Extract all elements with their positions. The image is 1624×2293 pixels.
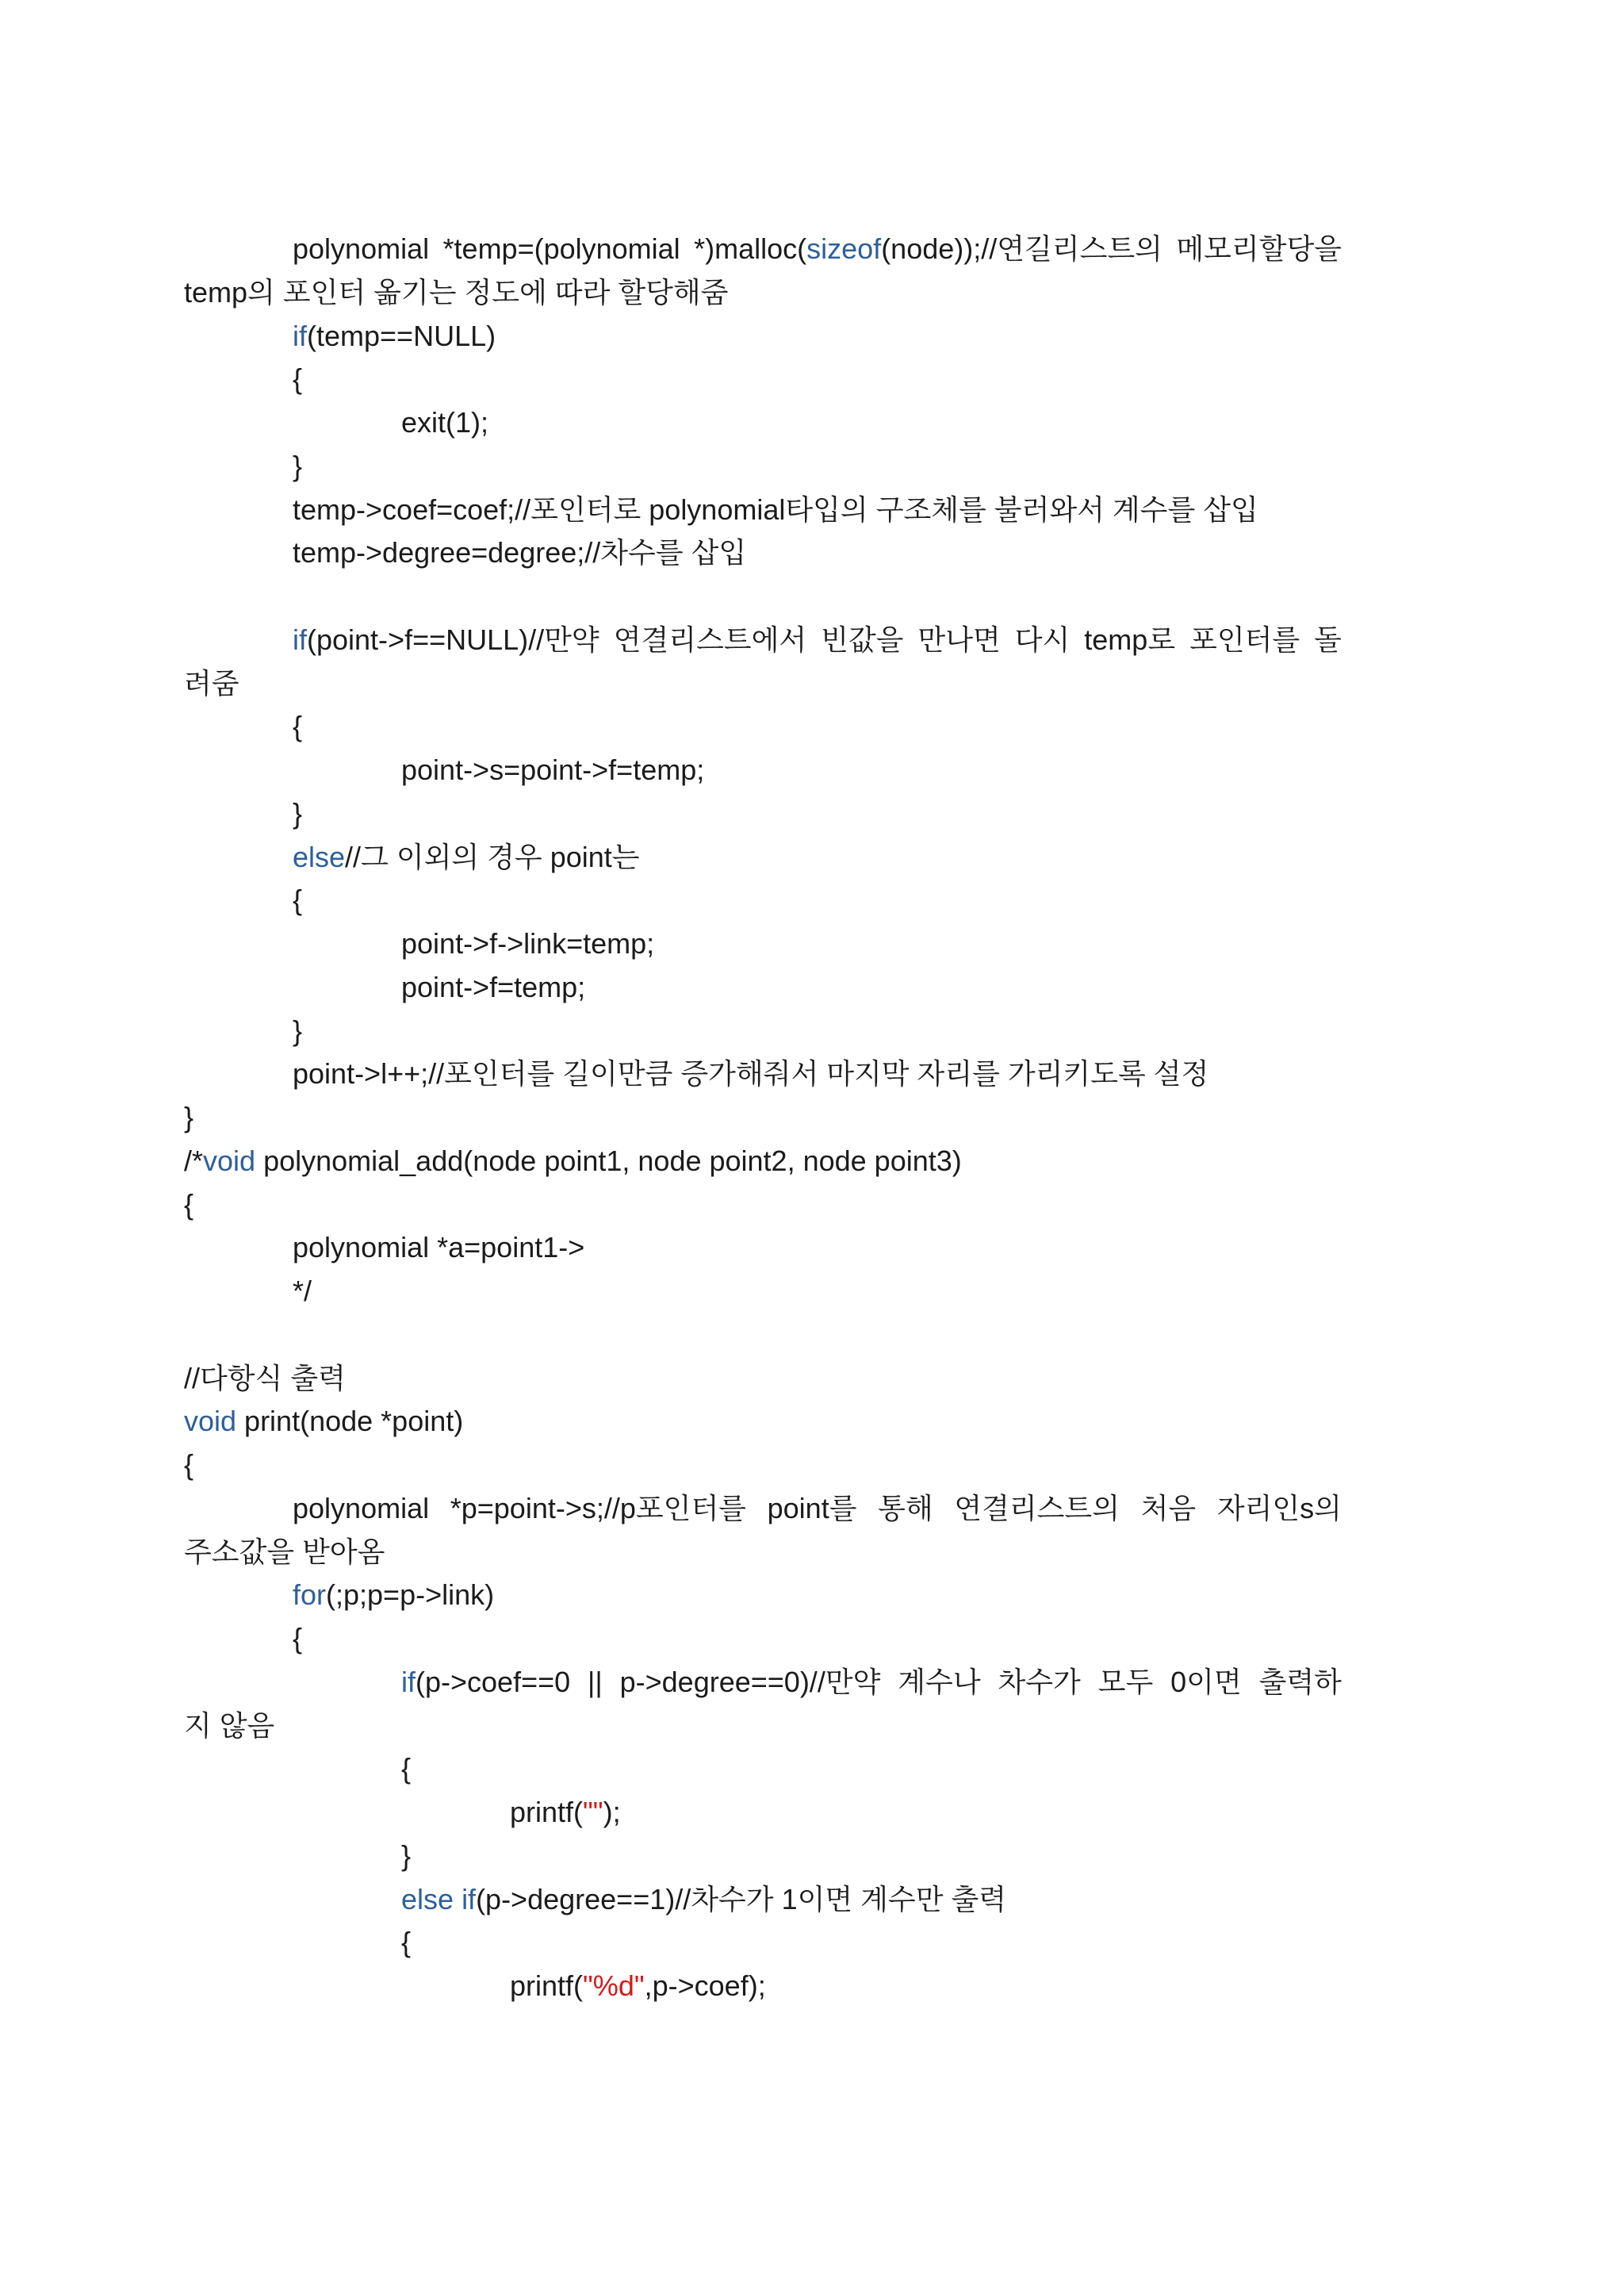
code-token: 연결리스트의 — [954, 1491, 1120, 1524]
code-token: || — [588, 1665, 603, 1698]
code-line: */ — [293, 1275, 312, 1307]
code-token: 다시 — [1014, 623, 1071, 656]
code-line — [184, 1791, 1342, 1835]
code-line: { — [293, 710, 303, 743]
code-line: polynomial *a=point1-> — [293, 1231, 585, 1264]
keyword: for — [293, 1578, 327, 1612]
code-token: 빈값을 — [821, 623, 904, 656]
code-token: 만나면 — [917, 623, 1001, 656]
code-line: { — [401, 1752, 412, 1785]
blank-line — [184, 1313, 1342, 1357]
code-token: polynomial — [293, 1491, 430, 1524]
code-text: printf( — [510, 1796, 584, 1828]
code-line — [184, 1661, 1342, 1704]
code-text: (p->degree==1)//차수가 1이면 계수만 출력 — [476, 1882, 1007, 1915]
code-token: *p=point->s;//p포인터를 — [450, 1491, 746, 1524]
code-token: polynomial — [293, 232, 430, 265]
code-token: 돌 — [1314, 623, 1342, 656]
string-literal: "" — [583, 1796, 603, 1828]
code-token: if(point->f==NULL)//만약 — [293, 623, 599, 656]
code-line: } — [401, 1839, 412, 1872]
code-line — [184, 315, 1342, 359]
keyword: if — [293, 623, 307, 656]
keyword: if — [401, 1665, 416, 1698]
code-text: /* — [184, 1144, 204, 1177]
code-line — [184, 836, 1342, 880]
code-line: point->s=point->f=temp; — [401, 753, 705, 786]
code-line — [184, 228, 1342, 271]
code-token: if(p->coef==0 — [401, 1665, 571, 1698]
code-text: ,p->coef); — [644, 1969, 766, 2002]
code-text: printf( — [510, 1969, 584, 2002]
code-token: 통해 — [878, 1491, 933, 1524]
code-token: 처음 — [1140, 1491, 1197, 1524]
code-text: (;p;p=p->link) — [326, 1578, 495, 1612]
code-token: 모두 — [1097, 1665, 1154, 1698]
code-line: } — [293, 796, 303, 830]
code-line: } — [293, 449, 303, 482]
code-line: { — [293, 362, 303, 396]
keyword: else — [293, 840, 346, 873]
code-line — [184, 1574, 1342, 1617]
code-token: 포인터를 — [1189, 623, 1300, 656]
code-line: temp->coef=coef;//포인터로 polynomial타입의 구조체를 불러와서 계수를 삽입 — [293, 493, 1258, 526]
code-token: 메모리할당을 — [1176, 232, 1342, 265]
code-token: 차수가 — [998, 1665, 1081, 1698]
code-token: point를 — [767, 1491, 857, 1524]
code-line: exit(1); — [401, 406, 489, 439]
code-token: 0이면 — [1170, 1665, 1242, 1698]
code-line: point->f->link=temp; — [401, 927, 655, 960]
code-line: //다항식 출력 — [184, 1361, 346, 1394]
code-token: p->degree==0)//만약 — [619, 1665, 881, 1698]
keyword: if — [293, 319, 307, 352]
code-line — [184, 619, 1342, 662]
keyword: if — [462, 1882, 477, 1915]
code-line: { — [293, 884, 303, 917]
code-token: 자리인s의 — [1216, 1491, 1342, 1524]
code-text: (temp==NULL) — [307, 319, 496, 352]
code-line: { — [184, 1187, 194, 1221]
code-line: temp의 포인터 옮기는 정도에 따라 할당해줌 — [184, 275, 729, 309]
keyword: else — [401, 1882, 454, 1915]
code-line — [184, 1487, 1342, 1531]
code-line: 지 않음 — [184, 1708, 275, 1742]
code-token: *)malloc(sizeof(node));//연길리스트의 — [694, 232, 1162, 265]
blank-line — [184, 575, 1342, 619]
code-line — [184, 1878, 1342, 1922]
code-line — [184, 1965, 1342, 2008]
code-line — [184, 1140, 1342, 1183]
code-text: ); — [603, 1796, 621, 1828]
keyword: void — [184, 1405, 237, 1438]
code-text: //그 이외의 경우 point는 — [345, 840, 640, 873]
code-listing — [184, 228, 1342, 2008]
code-line: } — [293, 1014, 303, 1047]
code-line: point->f=temp; — [401, 970, 586, 1003]
code-line: point->l++;//포인터를 길이만큼 증가해줘서 마지막 자리를 가리키도록 설정 — [293, 1057, 1209, 1091]
code-line: temp->degree=degree;//차수를 삽입 — [293, 536, 747, 569]
code-line: 려줌 — [184, 666, 239, 700]
string-literal: "%d" — [583, 1969, 645, 2002]
code-token: 연결리스트에서 — [613, 623, 807, 656]
code-line: { — [293, 1622, 303, 1655]
code-line: } — [184, 1101, 194, 1133]
code-text: print(node *point) — [236, 1405, 464, 1438]
code-line: { — [401, 1926, 412, 1959]
code-token: temp로 — [1084, 623, 1176, 656]
code-token: 출력하 — [1258, 1665, 1342, 1698]
code-line — [184, 1400, 1342, 1444]
code-text: polynomial_add(node point1, node point2, node point3) — [255, 1144, 962, 1177]
code-token: 계수나 — [898, 1665, 981, 1698]
code-line: 주소값을 받아옴 — [184, 1535, 385, 1568]
code-token: *temp=(polynomial — [442, 232, 680, 265]
code-line: { — [184, 1448, 194, 1481]
keyword: void — [203, 1144, 256, 1177]
